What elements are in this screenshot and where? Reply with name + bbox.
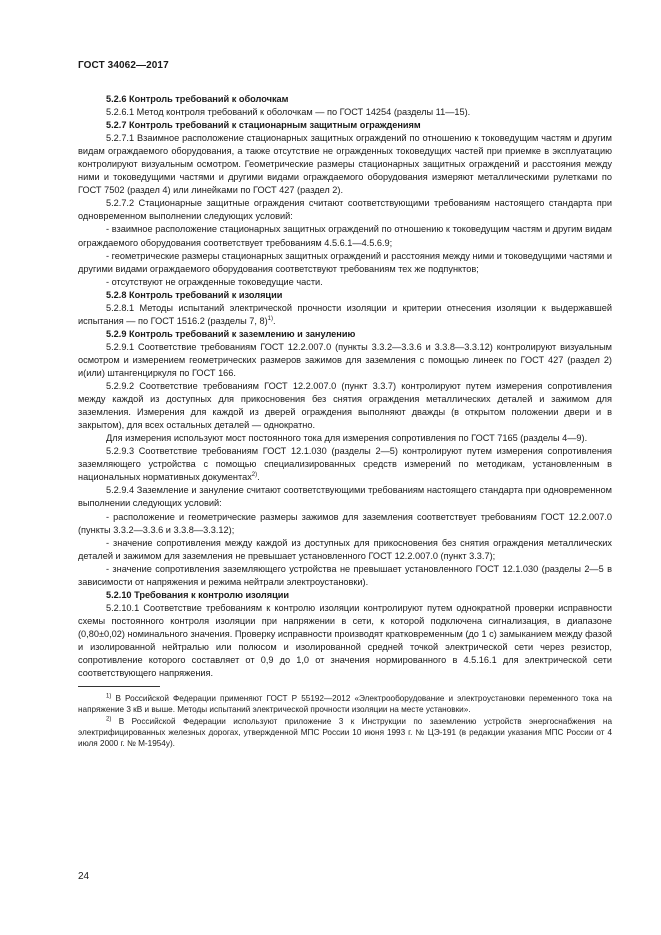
section-heading: 5.2.10 Требования к контролю изоляции: [106, 589, 290, 600]
paragraph: 5.2.7.1 Взаимное расположение стационарных защитных ограждений по отношению к токоведущим частям и другим видам ограждаемого оборудования, а также отсутствие не огражденных токоведущих частей при приемке в эксплуатацию контролируют визуальным осмотром. Геометрические размеры стационарных защитных ограждений и расстояния между ними и токоведущими частями и другими видами ограждаемого оборудования измеряют металлическими рулетками по ГОСТ 7502 (раздел 4) или линейками по ГОСТ 427 (раздел 2).: [78, 133, 612, 196]
paragraph-tail: .: [257, 472, 260, 483]
paragraph: 5.2.7.2 Стационарные защитные ограждения считают соответствующими требованиям настоящего стандарта при одновременном выполнении следующих условий:: [78, 198, 612, 222]
section-heading: 5.2.8 Контроль требований к изоляции: [106, 289, 283, 300]
footnote-separator: [78, 686, 160, 687]
footnote-text: В Российской Федерации применяют ГОСТ Р 55192—2012 «Электрооборудование и электроустановки переменного тока на напряжение 3 кВ и выше. Методы испытаний электрической прочности изоляции на месте установки».: [78, 694, 613, 715]
list-item: - значение сопротивления между каждой из доступных для прикосновения без снятия ограждения металлических деталей и зажимом для заземления не превышает установленного ГОСТ 12.2.007.0 (пункт 3.3.7);: [78, 537, 612, 561]
list-item: - взаимное расположение стационарных защитных ограждений по отношению к токоведущим частям и другим видам ограждаемого оборудования соответствует требованиям 4.5.6.1—4.5.6.9;: [78, 224, 612, 248]
document-header: ГОСТ 34062—2017: [78, 60, 169, 71]
document-body: [78, 93, 612, 749]
paragraph: [78, 445, 612, 484]
paragraph: 5.2.9.4 Заземление и зануление считают соответствующими требованиям настоящего стандарта при одновременном выполнении следующих условий:: [78, 485, 612, 509]
footnote: [78, 693, 612, 715]
footnote-ref[interactable]: 2): [251, 472, 258, 479]
footnote-marker: 2): [106, 715, 112, 722]
section-heading: 5.2.7 Контроль требований к стационарным защитным ограждениям: [106, 120, 421, 131]
footnote-text: В Российской Федерации используют приложение 3 к Инструкции по заземлению устройств энергоснабжения на электрифицированных железных дорогах, утвержденной МПС России 10 июня 1993 г. № ЦЭ-191 (в редакции указания МПС России от 4 июля 2000 г. № М-1954у).: [78, 716, 612, 748]
page-number: 24: [78, 871, 90, 882]
footnote: [78, 716, 612, 750]
list-item: - геометрические размеры стационарных защитных ограждений и расстояния между ними и токоведущими частями и другими видами ограждаемого оборудования соответствуют требованиям тех же подпунктов;: [78, 250, 613, 274]
list-item: - значение сопротивления заземляющего устройства не превышает установленного ГОСТ 12.1.030 (разделы 2—5 в зависимости от напряжения и режима нейтрали электроустановки).: [78, 563, 612, 587]
section-heading: 5.2.6 Контроль требований к оболочкам: [106, 94, 289, 104]
list-item: - отсутствуют не огражденные токоведущие части.: [106, 276, 323, 287]
paragraph: 5.2.10.1 Соответствие требованиям к контролю изоляции контролируют путем однократной проверки исправности схемы постоянного контроля изоляции при напряжении в сети, к которой подключена сигнализация, в диапазоне (0,80±0,02) номинального значения. Проверку исправности производят кратковременным (до 1 с) замыканием между фазой и изолированной нейтралью или полюсом и изолированной средней точкой электрической сети через резистор, сопротивление которого составляет от 0,9 до 1,0 от значения нормированного в 4.5.16.1 для электрической сети соответствующего напряжения.: [78, 602, 612, 679]
paragraph: Для измерения используют мост постоянного тока для измерения сопротивления по ГОСТ 7165 (разделы 4—9).: [106, 433, 588, 444]
paragraph: [78, 302, 612, 328]
paragraph-text: 5.2.9.3 Соответствие требованиям ГОСТ 12.1.030 (разделы 2—5) контролируют путем измерения сопротивления заземляющего устройства с помощью специализированных средств измерений по методикам, установленным в национальных нормативных документах: [78, 446, 612, 483]
section-heading: 5.2.9 Контроль требований к заземлению и занулению: [106, 328, 356, 339]
paragraph: 5.2.9.2 Соответствие требованиям ГОСТ 12.2.007.0 (пункт 3.3.7) контролируют путем измерения сопротивления между каждой из доступных для прикосновения без снятия ограждения металлических деталей и зажимом для заземления. Измерения для каждой из дверей ограждения выполняют дважды (в открытом положении двери и в закрытом), для всех остальных деталей — однократно.: [78, 381, 612, 431]
paragraph-text: 5.2.8.1 Методы испытаний электрической прочности изоляции и критерии отнесения изоляции к выдержавшей испытания — по ГОСТ 1516.2 (разделы 7, 8): [78, 302, 612, 326]
footnote-ref[interactable]: 1): [267, 315, 273, 322]
footnote-marker: 1): [106, 693, 112, 700]
paragraph: 5.2.9.1 Соответствие требованиям ГОСТ 12.2.007.0 (пункты 3.3.2—3.3.6 и 3.3.8—3.3.12) контролируют визуальным осмотром и измерением геометрических размеров зажимов для заземления с помощью линеек по ГОСТ 427 (раздел 2) и(или) штангенциркуля по ГОСТ 166.: [78, 341, 612, 378]
list-item: - расположение и геометрические размеры зажимов для заземления соответствует требованиям ГОСТ 12.2.007.0 (пункты 3.3.2—3.3.6 и 3.3.8—3.3.12);: [78, 511, 612, 535]
paragraph: 5.2.6.1 Метод контроля требований к оболочкам — по ГОСТ 14254 (разделы 11—15).: [106, 107, 471, 118]
paragraph-tail: .: [272, 315, 276, 326]
